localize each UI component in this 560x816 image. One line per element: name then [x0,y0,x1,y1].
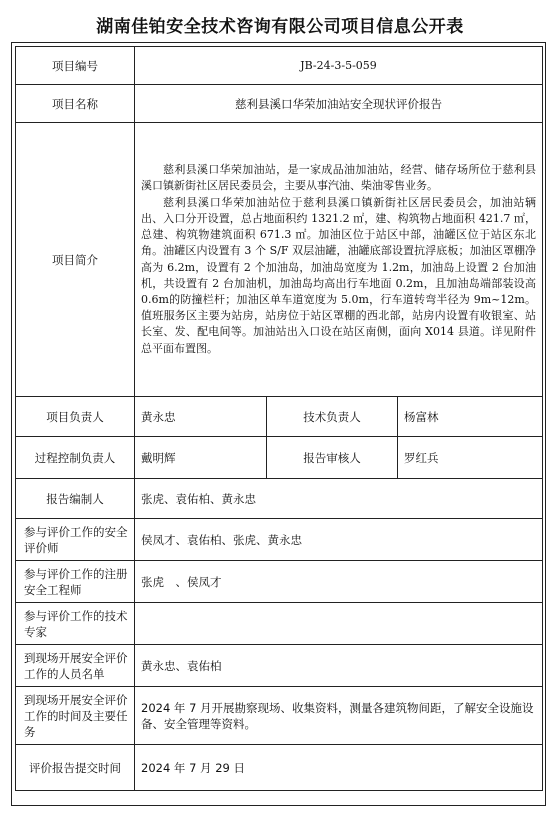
table-row [16,397,543,437]
evaluators-value: 侯凤才、袁佑柏、张虎、黄永忠 [135,519,543,561]
authors-value: 张虎、袁佑柏、黄永忠 [135,479,543,519]
project-info-table [15,46,543,791]
onsite-value: 黄永忠、袁佑柏 [135,645,543,687]
reviewer-label: 报告审核人 [267,437,398,479]
table-row [16,479,543,519]
control-leader-label: 过程控制负责人 [16,437,135,479]
onsite-label: 到现场开展安全评价工作的人员名单 [16,645,135,687]
engineers-label: 参与评价工作的注册安全工程师 [16,561,135,603]
submit-label: 评价报告提交时间 [16,745,135,791]
table-row [16,47,543,85]
page-title: 湖南佳铂安全技术咨询有限公司项目信息公开表 [96,17,464,37]
table-row [16,123,543,397]
intro-value [135,123,543,397]
tech-leader-label: 技术负责人 [267,397,398,437]
project-name-value: 慈利县溪口华荣加油站安全现状评价报告 [135,85,543,123]
table-row [16,603,543,645]
authors-label: 报告编制人 [16,479,135,519]
reviewer-value: 罗红兵 [398,437,543,479]
evaluators-label: 参与评价工作的安全评价师 [16,519,135,561]
table-row [16,519,543,561]
project-leader-label: 项目负责人 [16,397,135,437]
control-leader-value: 戴明辉 [135,437,267,479]
tasks-label: 到现场开展安全评价工作的时间及主要任务 [16,687,135,745]
project-no-label: 项目编号 [16,47,135,85]
engineers-value: 张虎 、侯凤才 [135,561,543,603]
table-row [16,687,543,745]
project-no-value: JB-24-3-5-059 [135,47,543,85]
table-row [16,645,543,687]
table-row [16,561,543,603]
tasks-value: 2024 年 7 月开展勘察现场、收集资料，测量各建筑物间距，了解安全设施设备、安全管理等资料。 [135,687,543,745]
project-leader-value: 黄永忠 [135,397,267,437]
submit-value: 2024 年 7 月 29 日 [135,745,543,791]
table-row [16,437,543,479]
experts-value [135,603,543,645]
tech-leader-value: 杨富林 [398,397,543,437]
intro-paragraph-1: 慈利县溪口华荣加油站，是一家成品油加油站，经营、储存场所位于慈利县溪口镇新街社区居民委员会，主要从事汽油、柴油零售业务。 [141,163,537,193]
intro-paragraph-2: 慈利县溪口华荣加油站位于慈利县溪口镇新街社区居民委员会，加油站辆出、入口分开设置，总占地面积约 1321.2 ㎡，建、构筑物占地面积 421.7 ㎡，总建、构筑物建筑面积 671.3 ㎡。加油区位于站区中部，油罐区位于站区东北角。油罐区内设置有 3 个 S/F 双层油罐，油罐底部设置抗浮底板；加油区罩棚净高为 6.2m，设置有 2 个加油岛，加油岛宽度为 1.2m，加油岛上设置 2 台加油机，共设置有 2 台加油机，加油岛均高出行车地面 0.2m，且加油岛端部装设高 0.6m的防撞栏杆；加油区单车道宽度为 5.0m，行车道转弯半径为 9m~12m。值班服务区主要为站房，站房位于站区罩棚的西北部，站房内设置有收银室、站长室、发、配电间等。加油站出入口设在站区南侧，面向 X014 县道。详见附件总平面布置图。 [141,195,537,355]
table-row [16,745,543,791]
intro-label: 项目简介 [16,123,135,397]
table-row [16,85,543,123]
project-name-label: 项目名称 [16,85,135,123]
experts-label: 参与评价工作的技术专家 [16,603,135,645]
